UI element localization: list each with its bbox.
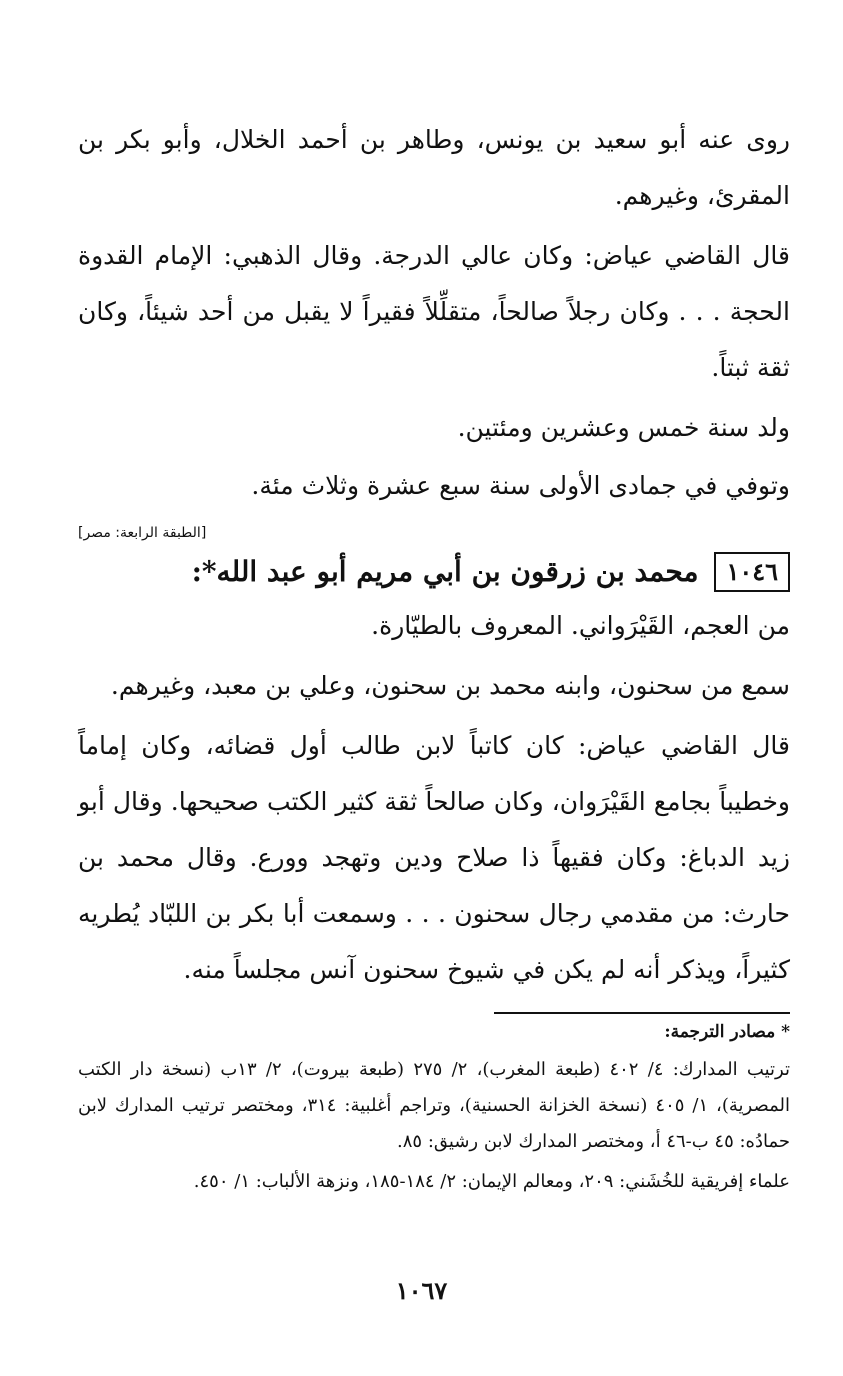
tier-note-text: [الطبقة الرابعة: مصر] [78, 525, 207, 541]
entry-heading [78, 550, 790, 594]
page-number: ١٠٦٧ [395, 1276, 448, 1305]
entry-number-box: ١٠٤٦ [714, 552, 790, 592]
footnote-sources-1: ترتيب المدارك: ٤/ ٤٠٢ (طبعة المغرب)، ٢/ ٢٧٥ (طبعة بيروت)، ٢/ ١٣ب (نسخة دار الكتب المصرية)، ١/ ٤٠٥ (نسخة الخزانة الحسنية)، وتراجم أغلبية: ٣١٤، ومختصر ترتيب المدارك لابن حمادُه: ٤٥ ب-٤٦ أ، ومختصر المدارك لابن رشيق: ٨٥. [78, 1059, 790, 1152]
tier-note [78, 522, 790, 544]
birth-paragraph: ولد سنة خمس وعشرين ومئتين. [457, 413, 790, 442]
biography-paragraph: قال القاضي عياض: كان كاتباً لابن طالب أول قضائه، وكان إماماً وخطيباً بجامع القَيْرَوان، وكان صالحاً ثقة كثير الكتب صحيحها. وقال أبو زيد الدباغ: وكان فقيهاً ذا صلاح ودين وتهجد وورع. وقال محمد بن حارث: من مقدمي رجال سحنون . . . وسمعت أبا بكر بن اللبّاد يُطريه كثيراً، ويذكر أنه لم يكن في شيوخ سحنون آنس مجلساً منه. [78, 731, 790, 984]
page-body [78, 112, 790, 1200]
origin-paragraph: من العجم، القَيْرَواني. المعروف بالطيّارة. [371, 611, 790, 640]
teachers-paragraph: سمع من سحنون، وابنه محمد بن سحنون، وعلي بن معبد، وغيرهم. [110, 671, 790, 700]
footnote-sources-2: علماء إفريقية للخُشَني: ٢٠٩، ومعالم الإيمان: ٢/ ١٨٤-١٨٥، ونزهة الألباب: ١/ ٤٥٠. [193, 1171, 790, 1192]
praise-paragraph: قال القاضي عياض: وكان عالي الدرجة. وقال الذهبي: الإمام القدوة الحجة . . . وكان رجلاً صالحاً، متقلِّلاً فقيراً لا يقبل من أحد شيئاً، وكان ثقة ثبتاً. [78, 241, 790, 382]
narrators-paragraph: روى عنه أبو سعيد بن يونس، وطاهر بن أحمد الخلال، وأبو بكر بن المقرئ، وغيرهم. [78, 125, 790, 210]
entry-title: محمد بن زرقون بن أبي مريم أبو عبد الله*: [191, 555, 699, 588]
death-paragraph: وتوفي في جمادى الأولى سنة سبع عشرة وثلاث مئة. [251, 471, 790, 500]
footnote-divider [494, 1012, 790, 1014]
footnote-heading: * مصادر الترجمة: [664, 1022, 790, 1042]
